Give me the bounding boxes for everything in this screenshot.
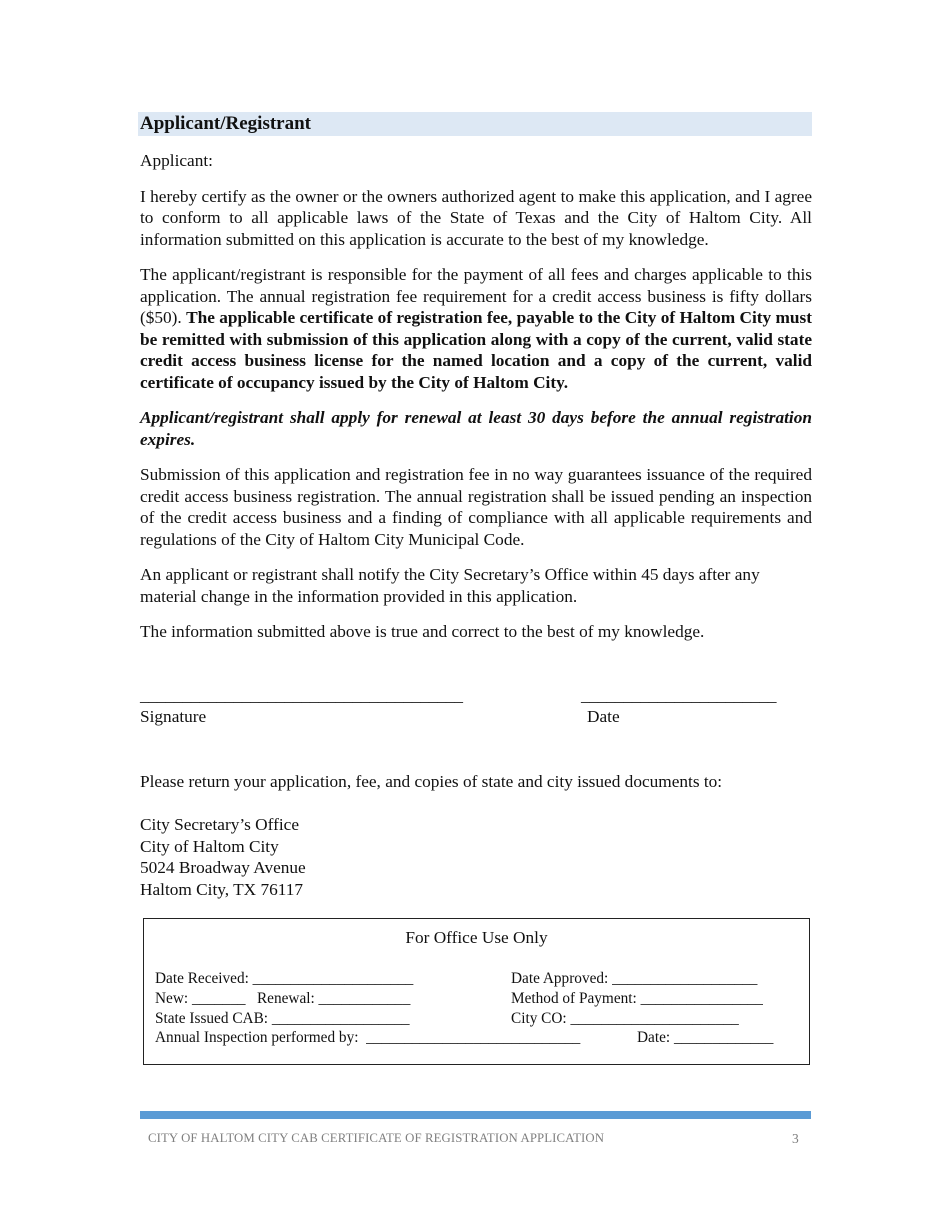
date-approved-field[interactable]: Date Approved: ___________________ [511, 970, 758, 987]
section-header: Applicant/Registrant [138, 112, 812, 136]
address-city-state-zip: Haltom City, TX 76117 [140, 879, 304, 899]
truth-statement: The information submitted above is true and correct to the best of my knowledge. [140, 622, 705, 641]
office-use-title: For Office Use Only [405, 928, 548, 947]
mailing-address [140, 814, 306, 900]
address-office: City Secretary’s Office [140, 815, 299, 834]
date-received-field[interactable]: Date Received: _____________________ [155, 970, 414, 987]
address-city: City of Haltom City [140, 836, 279, 856]
certification-paragraph: I hereby certify as the owner or the owners authorized agent to make this application, and I agree to conform to all applicable laws of the State of Texas and the City of Haltom City. All information submitted on this application is accurate to the best of my knowledge. [140, 186, 812, 249]
footer-title: CITY OF HALTOM CITY CAB CERTIFICATE OF REGISTRATION APPLICATION [148, 1131, 605, 1145]
annual-inspection-field[interactable]: Annual Inspection performed by: ____________________________ [155, 1029, 581, 1046]
new-renewal-field[interactable]: New: _______ Renewal: ____________ [155, 990, 411, 1007]
date-label: Date [587, 707, 620, 726]
fees-paragraph [140, 264, 812, 393]
applicant-label: Applicant: [140, 151, 213, 170]
footer-accent-bar [140, 1111, 811, 1119]
notify-paragraph: An applicant or registrant shall notify the City Secretary’s Office within 45 days after any material change in the information provided in this application. [140, 565, 760, 606]
date-line[interactable]: _______________________ [581, 686, 777, 705]
address-street: 5024 Broadway Avenue [140, 858, 306, 877]
renewal-notice: Applicant/registrant shall apply for renewal at least 30 days before the annual registration expires. [140, 408, 812, 449]
signature-label: Signature [140, 707, 207, 726]
form-body [140, 112, 812, 643]
city-co-field[interactable]: City CO: ______________________ [511, 1010, 739, 1027]
fees-plain-text: The applicant/registrant is responsible for the payment of all fees and charges applicable to this application. The annual registration fee requirement for a credit access business is fifty dollars ($50). [140, 265, 812, 327]
signature-line[interactable]: ______________________________________ [140, 686, 463, 705]
method-of-payment-field[interactable]: Method of Payment: ________________ [511, 990, 763, 1007]
state-issued-cab-field[interactable]: State Issued CAB: __________________ [155, 1010, 410, 1027]
guarantee-paragraph: Submission of this application and registration fee in no way guarantees issuance of the required credit access business registration. The annual registration shall be issued pending an inspection of the credit access business and a finding of compliance with all applicable requirements and regulations of the City of Haltom City Municipal Code. [140, 465, 812, 549]
office-use-box [143, 918, 810, 1065]
inspection-date-field[interactable]: Date: _____________ [637, 1029, 774, 1046]
fees-bold-text: The applicable certificate of registration fee, payable to the City of Haltom City must be remitted with submission of this application along with a copy of the current, valid state credit access business license for the named location and a copy of the current, valid certificate of occupancy issued by the City of Haltom City. [140, 308, 812, 392]
return-instructions: Please return your application, fee, and copies of state and city issued documents to: [140, 772, 723, 791]
signature-block [140, 686, 812, 730]
page-number: 3 [792, 1131, 799, 1146]
